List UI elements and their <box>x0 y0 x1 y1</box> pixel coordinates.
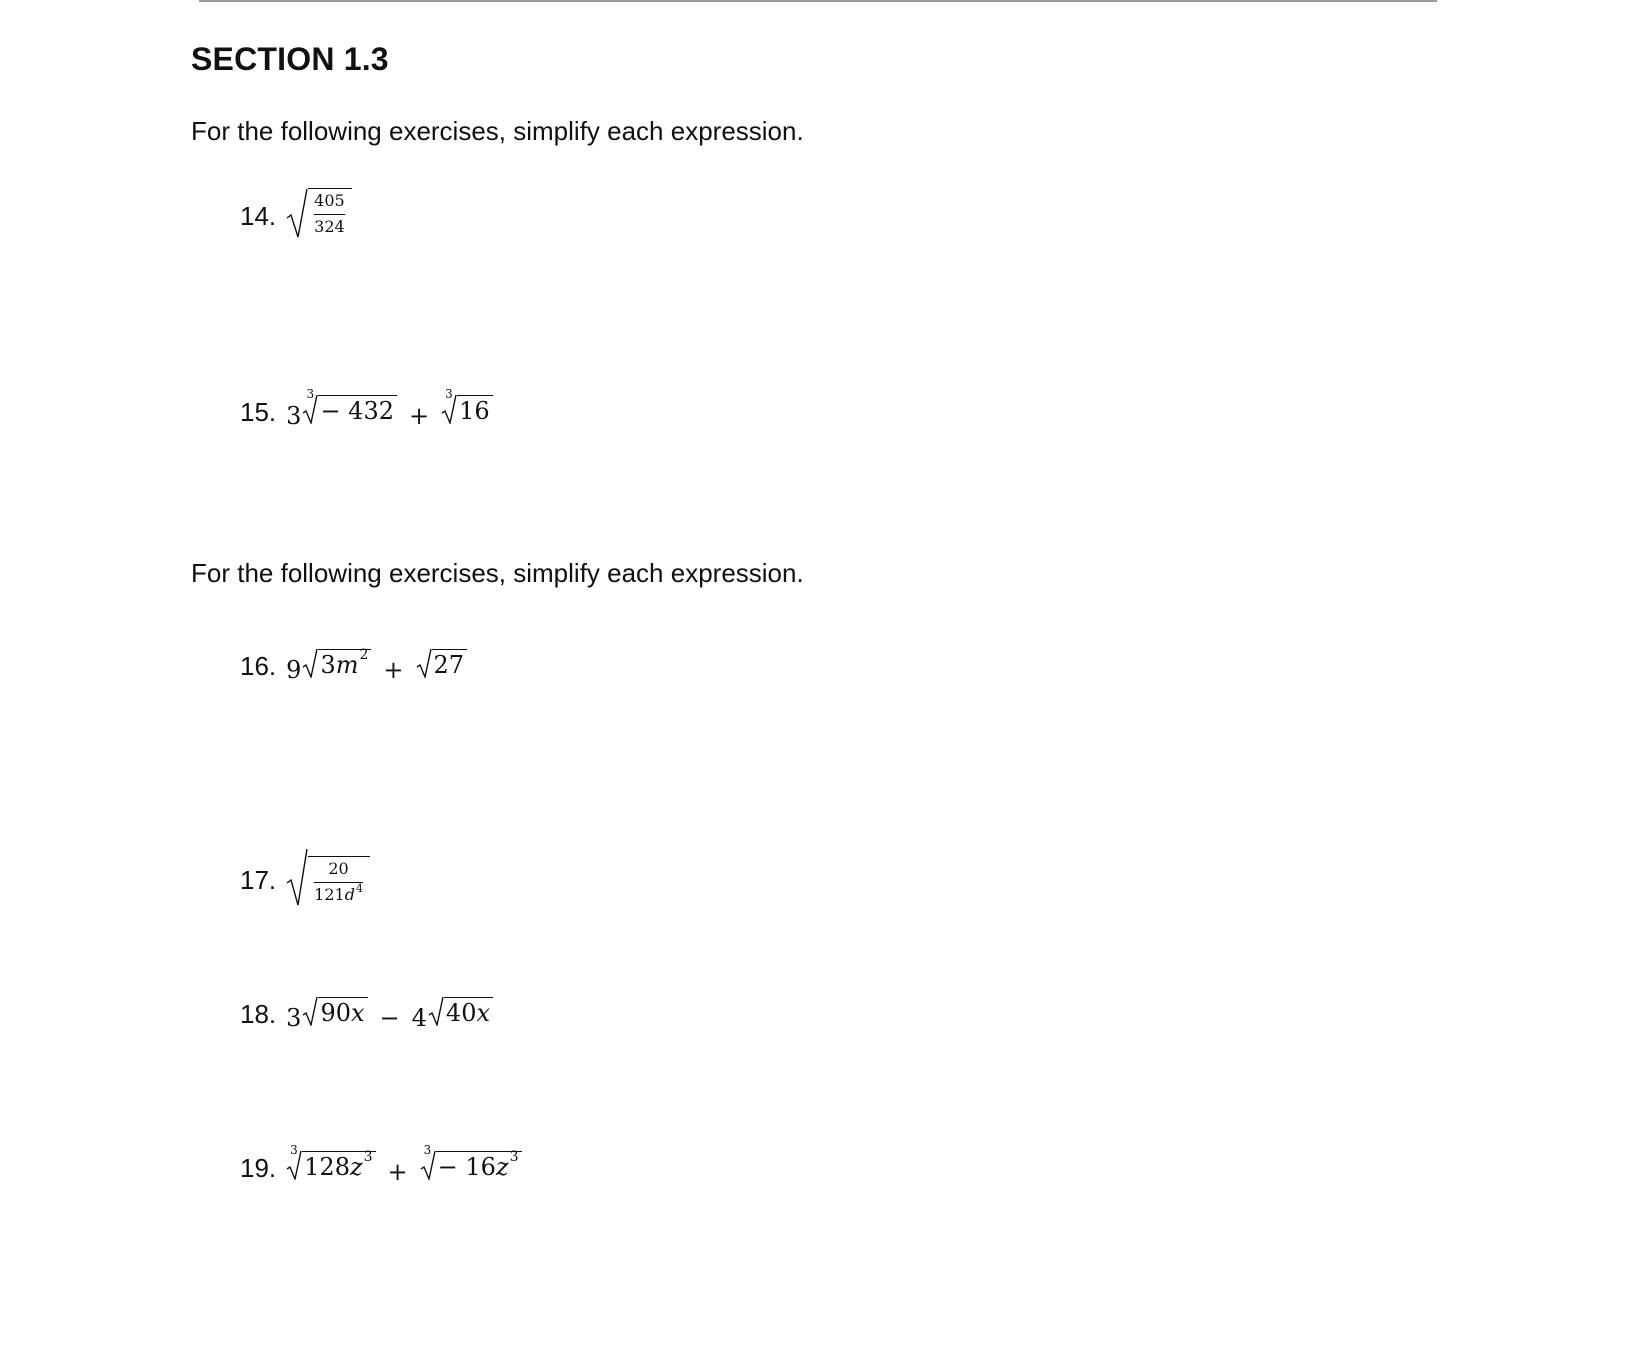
variable: d <box>344 885 355 905</box>
radicand-base: 3 <box>320 650 336 679</box>
exponent: 4 <box>355 882 363 896</box>
exponent: 3 <box>509 1148 519 1165</box>
radicand <box>308 188 352 238</box>
square-root <box>286 848 370 906</box>
square-root <box>428 996 493 1026</box>
square-root <box>416 648 468 678</box>
denominator: 324 <box>314 217 345 237</box>
cube-root <box>420 1143 522 1181</box>
cube-root <box>302 387 397 425</box>
variable: z <box>349 1152 363 1181</box>
root-index: 3 <box>306 387 315 401</box>
expression <box>286 387 492 430</box>
numerator: 20 <box>328 859 349 879</box>
fraction <box>310 859 367 906</box>
radical-sign-icon <box>286 848 308 906</box>
coefficient: 9 <box>286 656 302 684</box>
section-title: SECTION 1.3 <box>191 41 389 77</box>
root-index: 3 <box>290 1143 298 1157</box>
exercise-14 <box>240 188 352 244</box>
variable: x <box>476 998 491 1027</box>
exercise-15 <box>240 387 493 430</box>
square-root <box>302 996 367 1026</box>
expression <box>286 188 352 244</box>
variable: m <box>335 650 359 679</box>
radicand <box>444 997 493 1026</box>
radicand: 16 <box>457 395 493 424</box>
instructions-2: For the following exercises, simplify each expression. <box>191 558 804 588</box>
numerator: 405 <box>314 191 345 211</box>
exercise-number: 18. <box>240 998 277 1029</box>
radicand-value: 128 <box>304 1152 350 1181</box>
radical-sign-icon <box>416 648 432 678</box>
fraction <box>310 191 349 238</box>
denominator-base: 121 <box>314 885 345 905</box>
exercise-number: 14. <box>240 200 277 231</box>
coefficient: 4 <box>411 1004 427 1032</box>
variable: x <box>350 998 365 1027</box>
cube-root <box>286 1143 375 1181</box>
denominator <box>314 882 363 906</box>
radical-sign-icon <box>302 996 318 1026</box>
operator: + <box>408 402 430 430</box>
radicand-value: − 16 <box>437 1152 496 1181</box>
expression <box>286 1143 521 1186</box>
cube-root <box>441 387 493 425</box>
radicand <box>308 856 370 906</box>
expression <box>286 648 467 684</box>
exponent: 3 <box>363 1148 373 1165</box>
radicand <box>302 1148 375 1181</box>
square-root <box>302 648 371 678</box>
top-rule <box>199 0 1437 2</box>
coefficient: 3 <box>286 1004 302 1032</box>
exercise-number: 17. <box>240 864 277 895</box>
exercise-17 <box>240 848 370 912</box>
root-index: 3 <box>445 387 453 401</box>
expression <box>286 848 370 912</box>
root-index: 3 <box>423 1143 432 1157</box>
variable: z <box>495 1152 509 1181</box>
radical-sign-icon <box>302 648 318 678</box>
exponent: 2 <box>359 646 369 663</box>
radical-sign-icon <box>428 996 444 1026</box>
operator: + <box>387 1158 408 1186</box>
fraction-bar <box>314 214 345 215</box>
exercise-16 <box>240 648 467 684</box>
radicand <box>436 1148 522 1181</box>
square-root <box>286 188 352 238</box>
radicand: − 432 <box>318 395 397 424</box>
instructions-1: For the following exercises, simplify each expression. <box>191 116 804 146</box>
operator: + <box>383 656 404 684</box>
radicand-value: 90 <box>320 998 351 1027</box>
exercise-number: 15. <box>240 396 277 427</box>
radical-sign-icon <box>286 188 308 238</box>
radicand <box>318 997 367 1026</box>
exercise-number: 16. <box>240 650 277 681</box>
operator: − <box>379 1004 400 1032</box>
radicand-value: 40 <box>445 998 477 1027</box>
coefficient: 3 <box>286 402 302 430</box>
exercise-19 <box>240 1143 522 1186</box>
radicand: 27 <box>432 649 468 678</box>
exercise-18 <box>240 996 493 1032</box>
radicand <box>318 646 371 679</box>
exercise-number: 19. <box>240 1152 277 1183</box>
expression <box>286 996 493 1032</box>
